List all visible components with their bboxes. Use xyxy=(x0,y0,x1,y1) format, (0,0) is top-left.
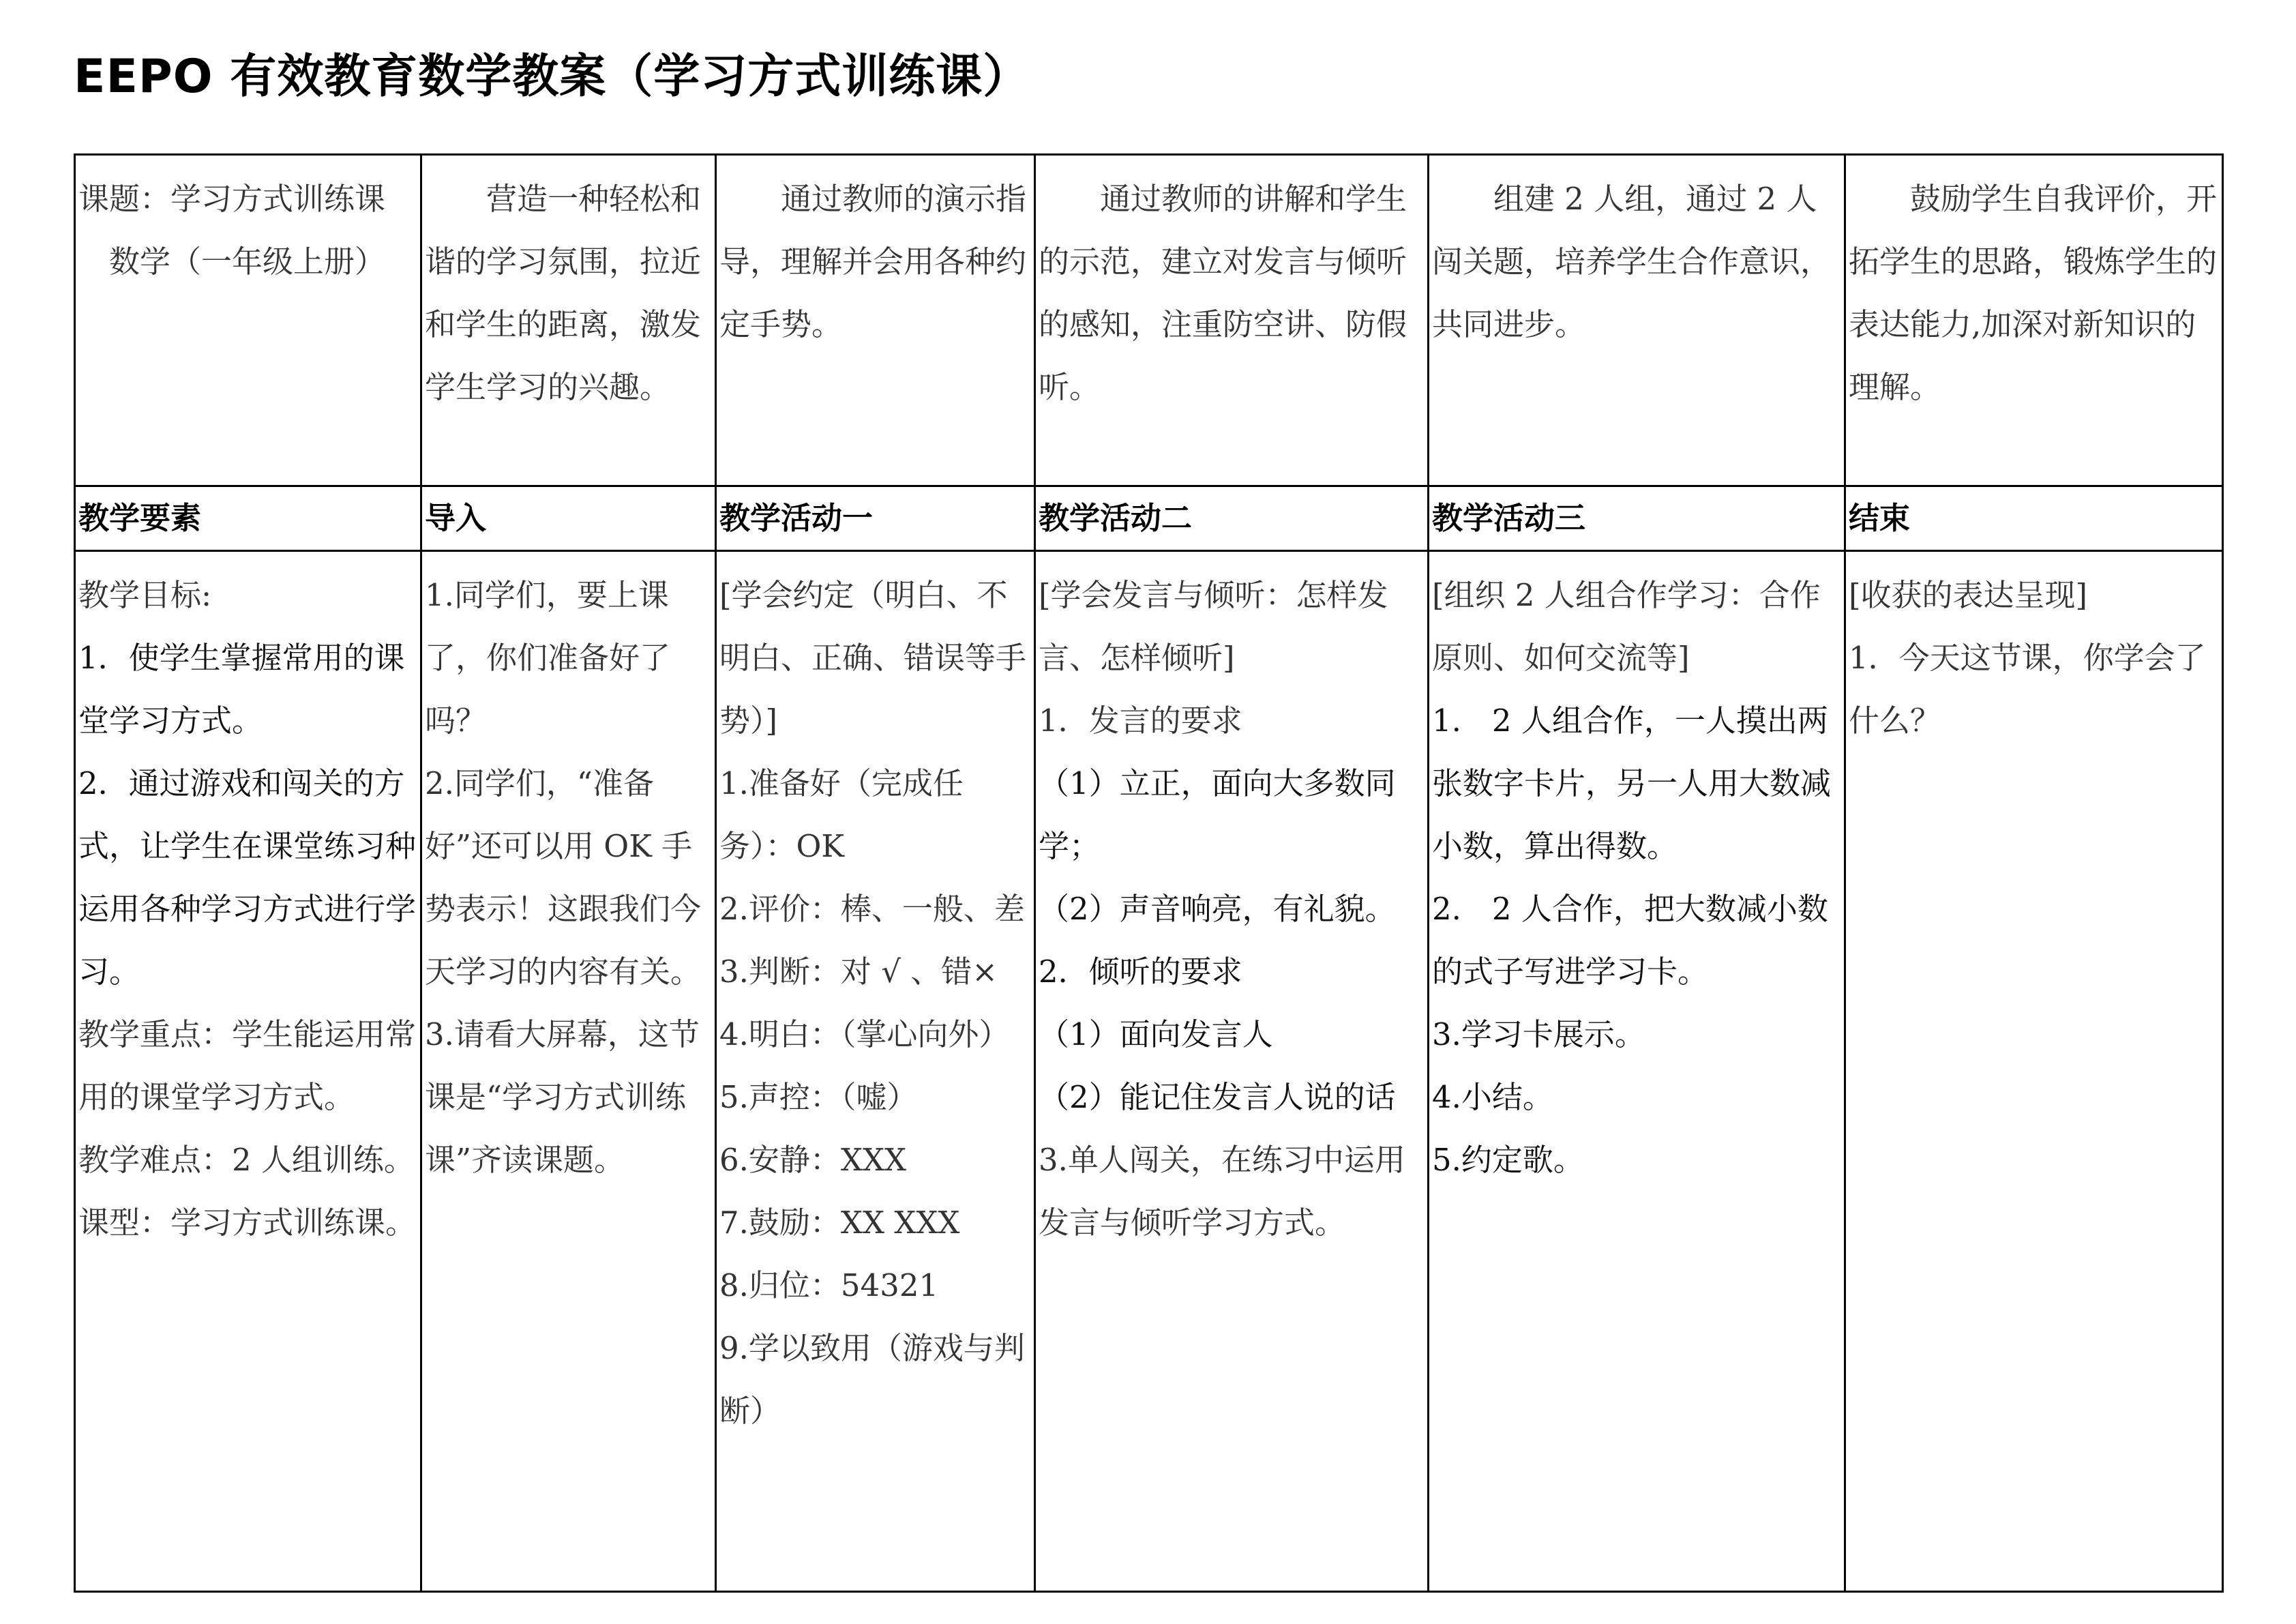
line: 课型：学习方式训练课。 xyxy=(78,1205,417,1241)
line: 4.小结。 xyxy=(1432,1079,1553,1115)
header-intro: 导入 xyxy=(421,486,716,551)
goals-cell-ending xyxy=(1845,155,2223,486)
line: [收获的表达呈现] xyxy=(1849,577,2088,613)
line: （1）面向发言人 xyxy=(1039,1016,1273,1052)
content-row xyxy=(75,551,2223,1592)
line: 2．倾听的要求 xyxy=(1039,954,1242,990)
activity3-goal-text: 组建 2 人组，通过 2 人闯关题，培养学生合作意识，共同进步。 xyxy=(1432,181,1832,342)
intro-goal-text: 营造一种轻松和谐的学习氛围，拉近和学生的距离，激发学生学习的兴趣。 xyxy=(425,181,702,405)
line: 1. 2 人组合作，一人摸出两张数字卡片，另一人用大数减小数，算出得数。 xyxy=(1432,703,1832,864)
line: 3.判断：对 √ 、错× xyxy=(719,954,998,990)
line: [学会发言与倾听：怎样发言、怎样倾听] xyxy=(1039,577,1388,676)
activity2-goal-text: 通过教师的讲解和学生的示范，建立对发言与倾听的感知，注重防空讲、防假听。 xyxy=(1039,181,1407,405)
line: 3.请看大屏幕，这节课是“学习方式训练课”齐读课题。 xyxy=(425,1016,700,1178)
line: 1．发言的要求 xyxy=(1039,703,1242,739)
line: （1）立正，面向大多数同学； xyxy=(1039,765,1396,864)
goals-row xyxy=(75,155,2223,486)
line: 1.准备好（完成任务）：OK xyxy=(719,765,964,864)
line: 1．今天这节课，你学会了什么？ xyxy=(1849,640,2206,739)
line: 2.同学们，“准备好”还可以用 OK 手势表示！这跟我们今天学习的内容有关。 xyxy=(425,765,702,990)
line: 教学重点：学生能运用常用的课堂学习方式。 xyxy=(78,1016,417,1115)
header-teaching-elements: 教学要素 xyxy=(75,486,421,551)
line: [组织 2 人组合作学习：合作原则、如何交流等] xyxy=(1432,577,1821,676)
body-cell-elements xyxy=(75,551,421,1592)
header-ending: 结束 xyxy=(1845,486,2223,551)
line: 教学难点：2 人组训练。 xyxy=(78,1142,415,1178)
goals-cell-intro xyxy=(421,155,716,486)
line: 1．使学生掌握常用的课堂学习方式。 xyxy=(78,640,405,739)
line: （2）能记住发言人说的话 xyxy=(1039,1079,1396,1115)
page-title: EEPO 有效教育数学教案（学习方式训练课） xyxy=(74,50,1030,104)
activity1-goal-text: 通过教师的演示指导，理解并会用各种约定手势。 xyxy=(719,181,1027,342)
body-cell-ending xyxy=(1845,551,2223,1592)
goals-cell-activity2 xyxy=(1035,155,1429,486)
line: 6.安静：XXX xyxy=(719,1142,907,1178)
body-cell-intro xyxy=(421,551,716,1592)
line: 2.评价：棒、一般、差 xyxy=(719,891,1025,927)
line: 9.学以致用（游戏与判断） xyxy=(719,1330,1025,1429)
line: 2. 2 人合作，把大数减小数的式子写进学习卡。 xyxy=(1432,891,1828,990)
grade-line: 数学（一年级上册） xyxy=(109,243,386,280)
ending-goal-text: 鼓励学生自我评价，开拓学生的思路，锻炼学生的表达能力,加深对新知识的理解。 xyxy=(1849,181,2218,405)
line: （2）声音响亮，有礼貌。 xyxy=(1039,891,1396,927)
goals-cell-activity3 xyxy=(1429,155,1845,486)
line: 4.明白：（掌心向外） xyxy=(719,1016,1010,1052)
line: 5.约定歌。 xyxy=(1432,1142,1584,1178)
lesson-plan-table xyxy=(74,153,2224,1593)
line: 1.同学们，要上课了，你们准备好了吗？ xyxy=(425,577,671,739)
line: 教学目标: xyxy=(78,577,212,613)
line: 7.鼓励：XX XXX xyxy=(719,1205,960,1241)
header-activity3: 教学活动三 xyxy=(1429,486,1845,551)
body-cell-activity1 xyxy=(716,551,1035,1592)
line: 2．通过游戏和闯关的方式，让学生在课堂练习种运用各种学习方式进行学习。 xyxy=(78,765,417,990)
topic-line: 课题：学习方式训练课 xyxy=(78,181,386,217)
line: 3.学习卡展示。 xyxy=(1432,1016,1645,1052)
header-activity1: 教学活动一 xyxy=(716,486,1035,551)
line: 8.归位：54321 xyxy=(719,1267,939,1303)
body-cell-activity2 xyxy=(1035,551,1429,1592)
goals-cell-activity1 xyxy=(716,155,1035,486)
line: 3.单人闯关，在练习中运用发言与倾听学习方式。 xyxy=(1039,1142,1405,1241)
line: 5.声控：（嘘） xyxy=(719,1079,918,1115)
goals-cell-topic xyxy=(75,155,421,486)
line: [学会约定（明白、不明白、正确、错误等手势）] xyxy=(719,577,1027,739)
header-activity2: 教学活动二 xyxy=(1035,486,1429,551)
header-row xyxy=(75,486,2223,551)
body-cell-activity3 xyxy=(1429,551,1845,1592)
